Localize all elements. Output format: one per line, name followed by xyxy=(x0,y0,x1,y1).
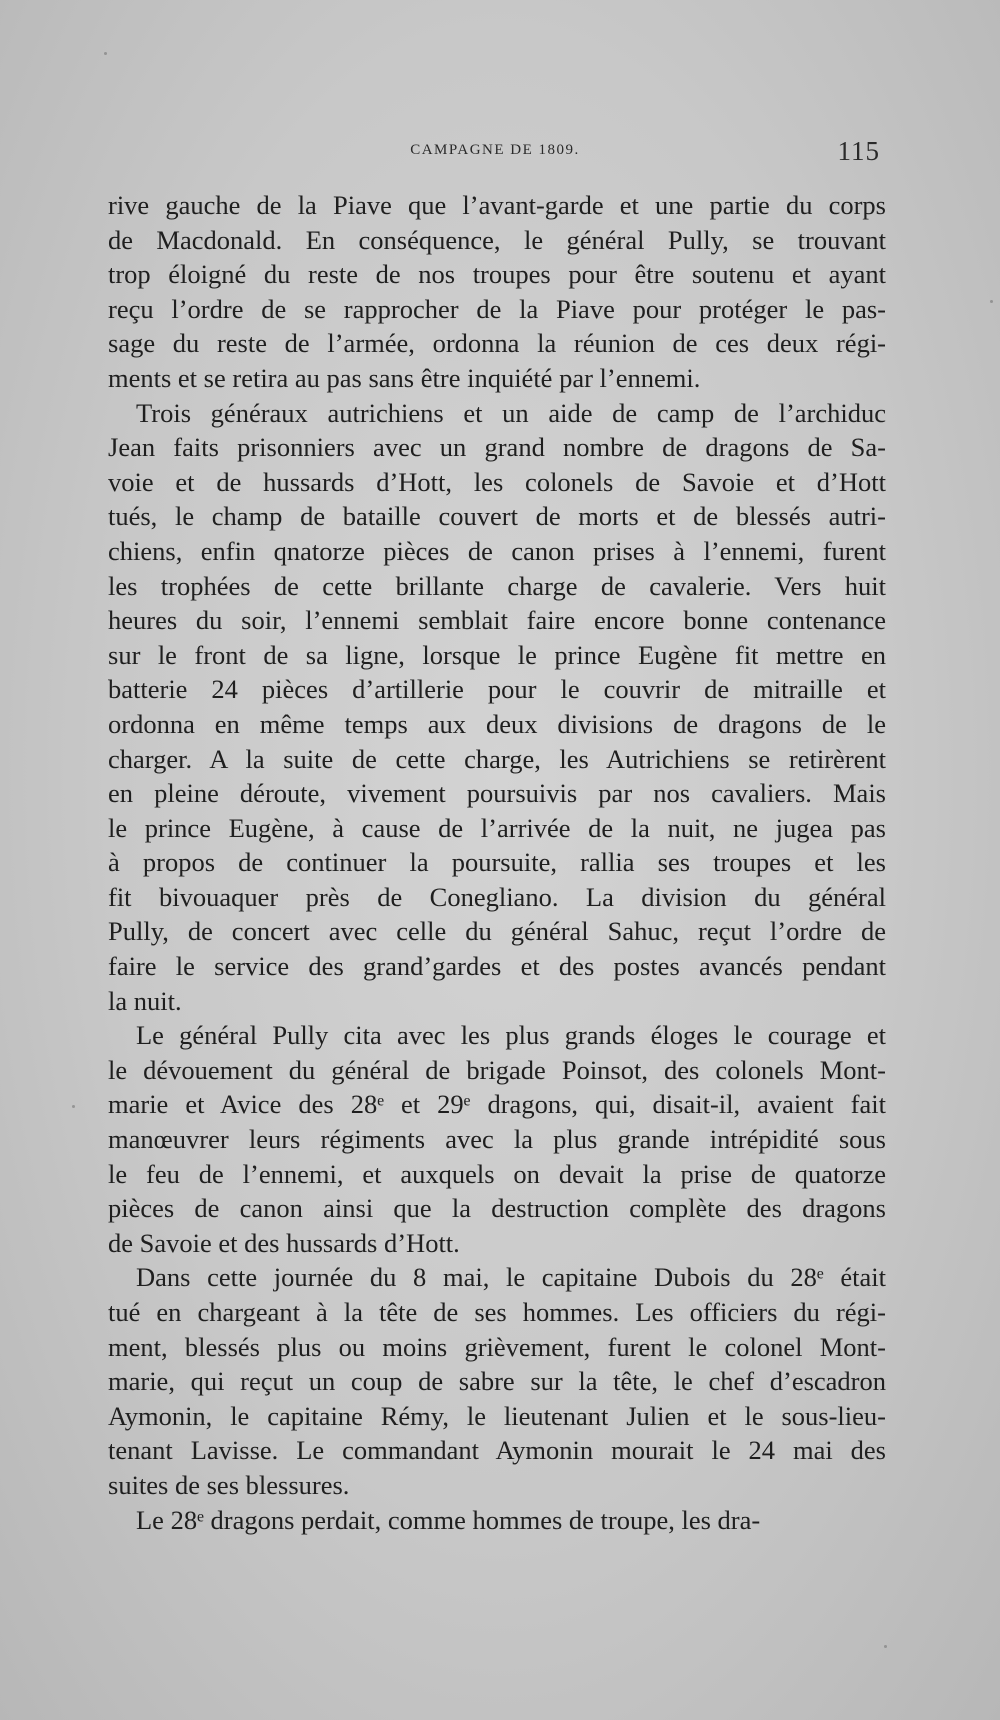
paper-speck xyxy=(104,52,107,55)
text-line: voie et de hussards d’Hott, les colonels de Savoie et d’Hott xyxy=(108,466,886,497)
text-line: tué en chargeant à la tête de ses hommes. Les officiers du régi- xyxy=(108,1297,886,1327)
text-line: Pully, de concert avec celle du général Sahuc, reçut l’ordre de xyxy=(108,916,886,947)
paragraph xyxy=(108,396,886,1019)
text-line: chiens, enfin qnatorze pièces de canon prises à l’ennemi, furent xyxy=(108,535,886,566)
page-header xyxy=(110,136,880,170)
text-line: ment, blessés plus ou moins grièvement, furent le colonel Mont- xyxy=(108,1331,886,1362)
text-line: trop éloigné du reste de nos troupes pour être soutenu et ayant xyxy=(108,259,886,290)
text-line: reçu l’ordre de se rapprocher de la Piave pour protéger le pas- xyxy=(108,293,886,324)
text-line: ments et se retira au pas sans être inquiété par l’ennemi. xyxy=(108,362,701,393)
text-line: tués, le champ de bataille couvert de morts et de blessés autri- xyxy=(108,501,886,532)
body-text xyxy=(108,188,886,1537)
text-line: suites de ses blessures. xyxy=(108,1469,350,1500)
paper-speck xyxy=(72,1105,75,1108)
running-head: CAMPAGNE DE 1809. xyxy=(410,142,580,158)
text-line: tenant Lavisse. Le commandant Aymonin mourait le 24 mai des xyxy=(108,1435,886,1466)
text-line: sage du reste de l’armée, ordonna la réunion de ces deux régi- xyxy=(108,328,886,359)
text-line: pièces de canon ainsi que la destruction complète des dragons xyxy=(108,1193,886,1224)
text-line: le prince Eugène, à cause de l’arrivée de la nuit, ne jugea pas xyxy=(108,812,886,843)
paragraph xyxy=(108,1503,886,1538)
text-line: Le général Pully cita avec les plus grands éloges le courage et xyxy=(136,1020,886,1051)
paragraph xyxy=(108,1260,886,1502)
paper-speck xyxy=(990,300,993,303)
text-line: charger. A la suite de cette charge, les Autrichiens se retirèrent xyxy=(108,743,886,774)
text-line: Trois généraux autrichiens et un aide de camp de l’archiduc xyxy=(136,397,886,428)
text-line: faire le service des grand’gardes et des postes avancés pendant xyxy=(108,951,886,982)
paragraph xyxy=(108,1018,886,1260)
text-line: Aymonin, le capitaine Rémy, le lieutenant Julien et le sous-lieu- xyxy=(108,1400,886,1431)
text-line: le feu de l’ennemi, et auxquels on devait la prise de quatorze xyxy=(108,1158,886,1189)
paragraph xyxy=(108,188,886,396)
text-line: la nuit. xyxy=(108,985,182,1016)
text-line: Jean faits prisonniers avec un grand nombre de dragons de Sa- xyxy=(108,432,886,463)
paper-speck xyxy=(884,1645,887,1648)
page-number: 115 xyxy=(837,136,880,166)
text-line: manœuvrer leurs régiments avec la plus grande intrépidité sous xyxy=(108,1124,886,1155)
text-line: marie, qui reçut un coup de sabre sur la tête, le chef d’escadron xyxy=(108,1366,886,1397)
text-line: les trophées de cette brillante charge de cavalerie. Vers huit xyxy=(108,570,886,601)
text-line: Dans cette journée du 8 mai, le capitaine Dubois du 28ᵉ était xyxy=(136,1262,886,1293)
text-line: de Macdonald. En conséquence, le général Pully, se trouvant xyxy=(108,224,886,255)
text-line: en pleine déroute, vivement poursuivis par nos cavaliers. Mais xyxy=(108,778,886,809)
text-line: batterie 24 pièces d’artillerie pour le couvrir de mitraille et xyxy=(108,674,886,705)
text-line: à propos de continuer la poursuite, rallia ses troupes et les xyxy=(108,847,886,878)
text-line: Le 28ᵉ dragons perdait, comme hommes de troupe, les dra- xyxy=(136,1504,761,1535)
text-line: heures du soir, l’ennemi semblait faire encore bonne contenance xyxy=(108,605,886,636)
text-line: marie et Avice des 28ᵉ et 29ᵉ dragons, qui, disait-il, avaient fait xyxy=(108,1089,886,1120)
text-line: sur le front de sa ligne, lorsque le prince Eugène fit mettre en xyxy=(108,639,886,670)
text-line: rive gauche de la Piave que l’avant-garde et une partie du corps xyxy=(108,190,886,220)
text-line: de Savoie et des hussards d’Hott. xyxy=(108,1227,460,1258)
text-line: le dévouement du général de brigade Poinsot, des colonels Mont- xyxy=(108,1054,886,1085)
text-line: ordonna en même temps aux deux divisions de dragons de le xyxy=(108,708,886,739)
text-line: fit bivouaquer près de Conegliano. La division du général xyxy=(108,881,886,912)
